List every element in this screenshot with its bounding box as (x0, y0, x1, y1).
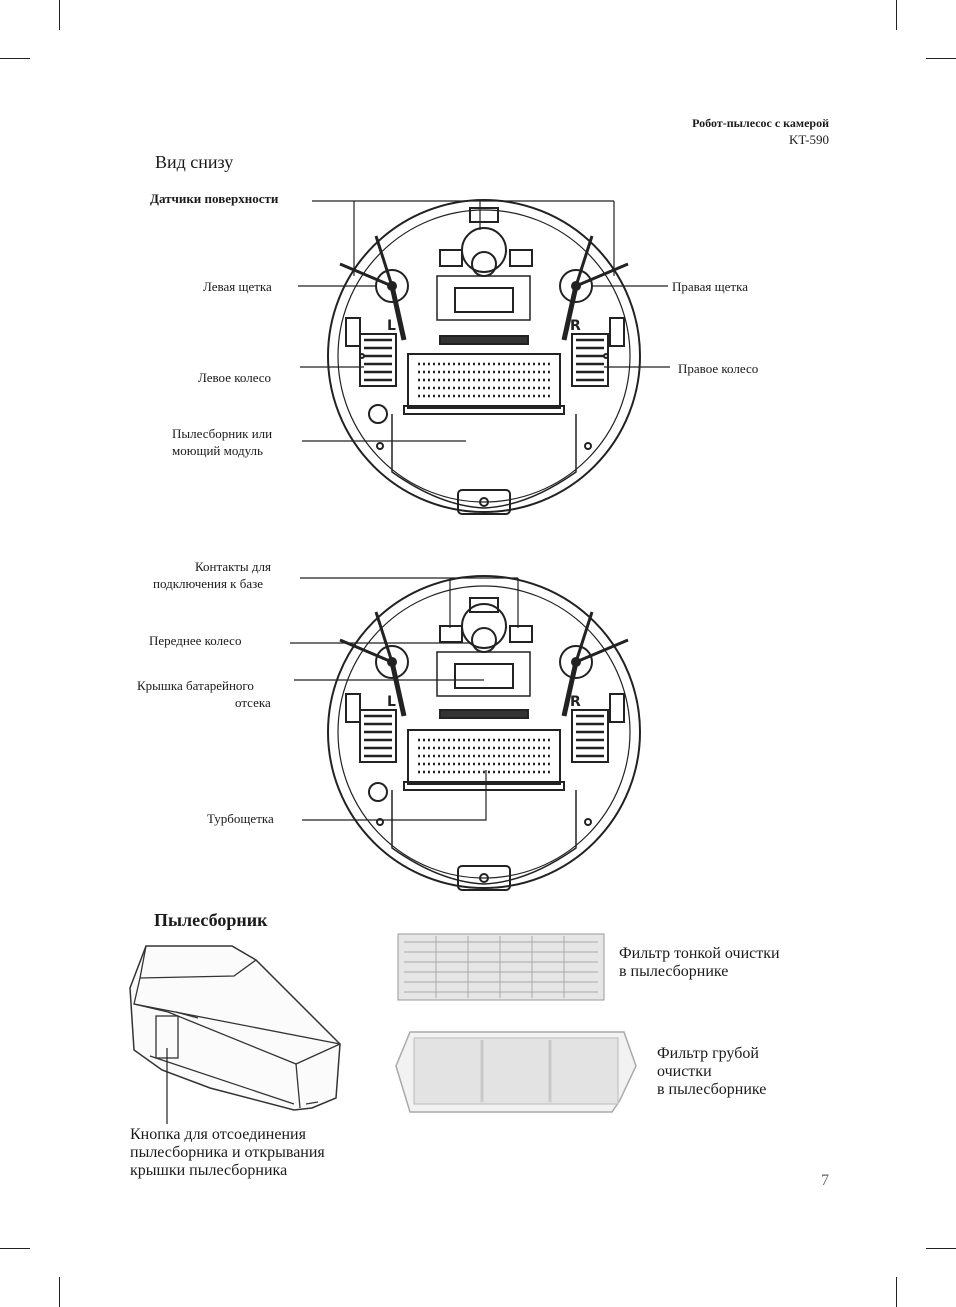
label-contacts-line1: Контакты для (195, 559, 271, 574)
label-release-button-line2: пылесборника и открывания (130, 1144, 325, 1161)
section-title-bottom-view: Вид снизу (155, 152, 234, 172)
label-dustbin-line1: Пылесборник или (172, 426, 273, 441)
model-number: KT-590 (789, 132, 829, 147)
label-release-button-line3: крышки пылесборника (130, 1162, 288, 1179)
label-battery-line2: отсека (235, 695, 271, 710)
label-fine-filter-line2: в пылесборнике (619, 963, 729, 980)
label-coarse-filter-line3: в пылесборнике (657, 1081, 767, 1098)
letter-r: R (570, 318, 581, 334)
label-left-wheel: Левое колесо (198, 370, 272, 385)
label-coarse-filter-line1: Фильтр грубой (657, 1045, 759, 1062)
label-contacts-line2: подключения к базе (153, 576, 264, 591)
label-release-button-line1: Кнопка для отсоединения (130, 1126, 306, 1143)
label-coarse-filter-line2: очистки (657, 1063, 712, 1080)
label-right-wheel: Правое колесо (678, 361, 759, 376)
label-battery-line1: Крышка батарейного (137, 678, 254, 693)
letter-l: L (387, 318, 396, 334)
product-title: Робот-пылесос с камерой (692, 116, 829, 130)
page-number: 7 (821, 1172, 829, 1189)
label-left-brush: Левая щетка (203, 279, 272, 294)
label-right-brush: Правая щетка (672, 279, 748, 294)
letter-l-2: L (387, 694, 396, 710)
label-front-wheel: Переднее колесо (149, 633, 242, 648)
section-title-dustbin: Пылесборник (154, 910, 268, 930)
letter-r-2: R (570, 694, 581, 710)
label-fine-filter-line1: Фильтр тонкой очистки (619, 945, 780, 962)
label-surface-sensors: Датчики поверхности (150, 191, 279, 206)
label-dustbin-line2: моющий модуль (172, 443, 263, 458)
label-turbo-brush: Турбощетка (207, 811, 274, 826)
